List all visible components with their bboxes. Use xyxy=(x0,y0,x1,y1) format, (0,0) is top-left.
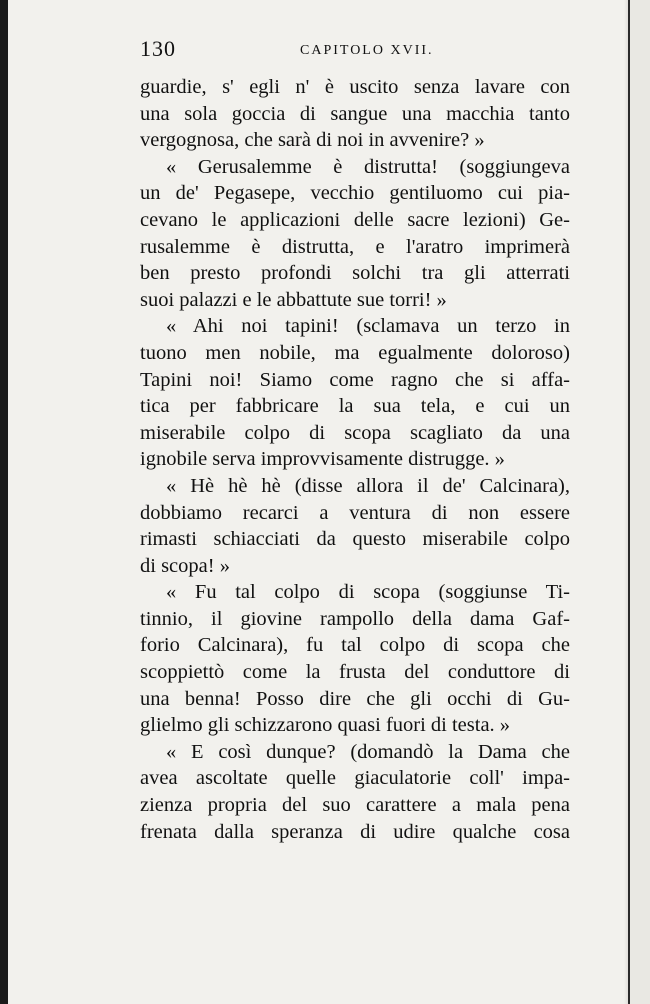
text-line: « E così dunque? (domandò la Dama che xyxy=(166,740,570,763)
text-line: un de' Pegasepe, vecchio gentiluomo cui pia- xyxy=(140,182,570,205)
text-line: frenata dalla speranza di udire qualche cosa xyxy=(140,820,570,843)
text-line: « Hè hè hè (disse allora il de' Calcinara), xyxy=(166,474,570,497)
body-text xyxy=(140,74,570,845)
page-number: 130 xyxy=(140,36,176,61)
text-line: forio Calcinara), fu tal colpo di scopa che xyxy=(140,634,570,657)
page-header xyxy=(140,36,570,64)
text-line: « Ahi noi tapini! (sclamava un terzo in xyxy=(166,315,570,338)
text-line: una sola goccia di sangue una macchia tanto xyxy=(140,102,570,125)
adjacent-page-edge xyxy=(628,0,650,1004)
text-line: ignobile serva improvvisamente distrugge. » xyxy=(140,448,505,471)
text-line: zienza propria del suo carattere a mala pena xyxy=(140,794,570,817)
text-line: rusalemme è distrutta, e l'aratro imprimerà xyxy=(140,235,570,258)
text-line: « Gerusalemme è distrutta! (soggiungeva xyxy=(166,155,570,178)
text-line: vergognosa, che sarà di noi in avvenire? » xyxy=(140,129,485,152)
text-line: « Fu tal colpo di scopa (soggiunse Ti- xyxy=(166,581,570,604)
text-line: tuono men nobile, ma egualmente doloroso) xyxy=(140,341,570,364)
text-line: glielmo gli schizzarono quasi fuori di testa. » xyxy=(140,714,511,737)
text-line: tica per fabbricare la sua tela, e cui un xyxy=(140,395,570,418)
text-line: una benna! Posso dire che gli occhi di Gu- xyxy=(140,687,570,710)
text-line: miserabile colpo di scopa scagliato da una xyxy=(140,421,570,444)
text-line: suoi palazzi e le abbattute sue torri! » xyxy=(140,288,447,311)
text-line: guardie, s' egli n' è uscito senza lavare con xyxy=(140,76,570,98)
text-line: tinnio, il giovine rampollo della dama Gaf- xyxy=(140,607,570,630)
text-line: avea ascoltate quelle giaculatorie coll' impa- xyxy=(140,767,570,790)
text-line: scoppiettò come la frusta del conduttore di xyxy=(140,661,570,684)
text-line: Tapini noi! Siamo come ragno che si affa- xyxy=(140,368,570,391)
text-line: dobbiamo recarci a ventura di non essere xyxy=(140,501,570,524)
text-line: rimasti schiacciati da questo miserabile colpo xyxy=(140,528,570,551)
text-line: di scopa! » xyxy=(140,554,230,577)
text-line: ben presto profondi solchi tra gli atterrati xyxy=(140,262,570,285)
running-head: CAPITOLO XVII. xyxy=(300,43,434,58)
text-line: cevano le applicazioni delle sacre lezioni) Ge- xyxy=(140,208,570,231)
